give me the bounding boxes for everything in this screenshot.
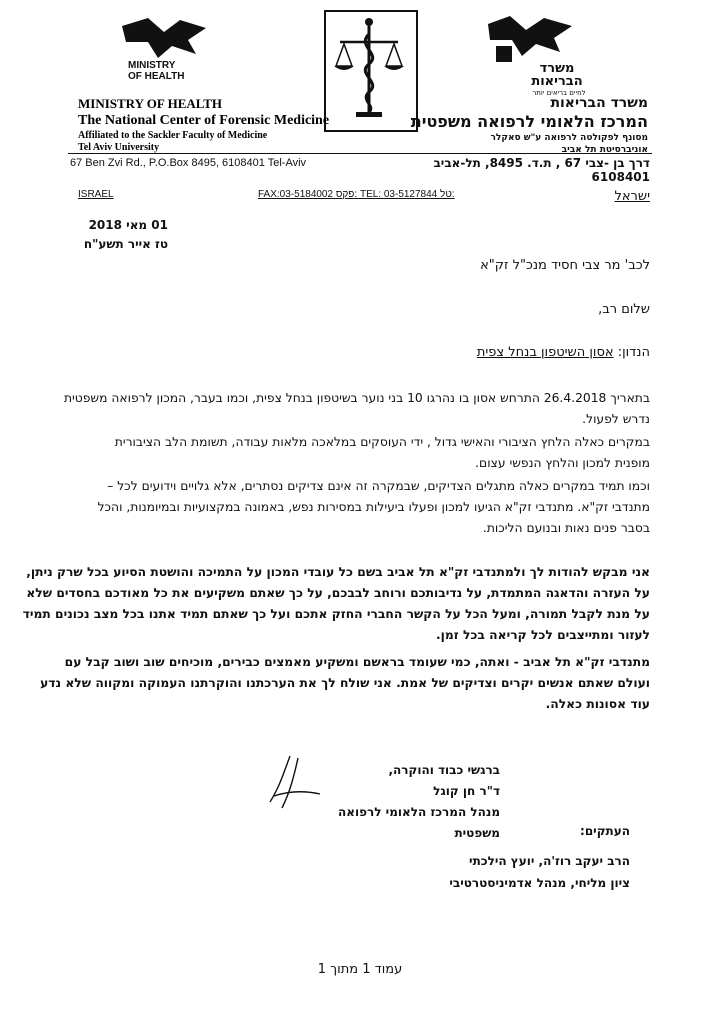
paragraph-line: עוד אסונות כאלה. <box>545 697 650 711</box>
paragraph-1 <box>40 388 650 430</box>
university-en: Tel Aviv University <box>78 142 160 153</box>
country-he: ישראל <box>614 189 650 204</box>
logo-he-tagline: לחיים בריאים יותר <box>532 89 586 97</box>
paragraph-2 <box>40 432 650 474</box>
logo-en-label: MINISTRY OF HEALTH <box>128 60 185 82</box>
letterhead-en <box>78 96 378 154</box>
paragraph-5 <box>40 652 650 715</box>
header-divider <box>68 153 652 154</box>
cc-item: ציון מליחי, מנהל אדמיניסטרטיבי <box>449 876 630 890</box>
paragraph-4 <box>22 562 650 646</box>
ministry-name-he: משרד הבריאות <box>550 95 648 111</box>
recipient: לכב' מר צבי חסיד מנכ"ל זק"א <box>480 258 650 273</box>
fax-tel-line: FAX:03-5184002 פקס: TEL: 03-5127844 טל: <box>258 189 455 200</box>
paragraph-3 <box>40 476 650 539</box>
ministry-name-en: MINISTRY OF HEALTH <box>78 96 223 111</box>
date-gregorian: 01 מאי 2018 <box>88 218 168 232</box>
cc-list <box>360 850 630 894</box>
paragraph-line: ועולם שאתם אנשים יקרים וצדיקים של אמת. אני שולח לך את הערכתנו והוקרתנו העמוקה ומקווה שלא נדע <box>40 676 650 690</box>
address-he: דרך בן -צבי 67 , ת.ד. 8495, תל-אביב 6108401 <box>433 156 650 184</box>
paragraph-line: במקרים כאלה הלחץ הציבורי והאישי גדול , ידי העוסקים במלאכה מלאות עבודה, תשומת הלב הציבורית <box>114 435 650 449</box>
sign-title: מנהל המרכז הלאומי לרפואה משפטית <box>338 805 500 840</box>
cc-title: העתקים: <box>580 824 630 838</box>
subject-text: אסון השיטפון בנחל צפית <box>476 345 614 360</box>
greeting: שלום רב, <box>598 302 650 317</box>
paragraph-line: על העזרה והדאגה המתמדת, על נדיבותכם ורוחב לבבכם, על כך שאתם משקיעים את כל מאודכם בחסדים שלא <box>26 586 650 600</box>
affiliation-en: Affiliated to the Sackler Faculty of Medicine <box>78 130 268 141</box>
paragraph-line: מופנית למכון והלחץ הנפשי עצום. <box>475 456 650 470</box>
university-he: אוניברסיטת תל אביב <box>561 145 648 155</box>
paragraph-line: מתנדבי זק"א תל אביב - ואתה, כמי שעומד בראשם ומשקיע מאמצים כבירים, מוכיחים שוב ושוב קבל עם <box>64 655 650 669</box>
cc-item: הרב יעקב רוז'ה, יועץ הילכתי <box>469 854 630 868</box>
paragraph-line: בתאריך 26.4.2018 התרחש אסון בו נהרגו 10 בני נוער בשיטפון בנחל צפית, וכמו בעבר, המכון לרפואה משפטית <box>63 391 650 405</box>
letterhead-he <box>400 94 648 156</box>
paragraph-line: בסבר פנים נאות ובנועם הליכות. <box>482 521 650 535</box>
paragraph-line: וכמו תמיד במקרים כאלה מתגלים הצדיקים, שבמקרה זה אינם צדיקים נסתרים, אלא גלויים וידועים לכל – <box>107 479 650 493</box>
paragraph-line: מתנדבי זק"א. מתנדבי זק"א הגיעו למכון ופעלו ביעילות במסירות נפש, באמונה במקצועיות ובמיומנות, והכל <box>97 500 650 514</box>
sign-regards: ברגשי כבוד והוקרה, <box>388 763 500 777</box>
address-en: 67 Ben Zvi Rd., P.O.Box 8495, 6108401 Tel-Aviv <box>70 157 307 169</box>
paragraph-line: לעזור ומתייצבים לכל קריאה בכל זמן. <box>436 628 650 642</box>
logo-he-label: משרד הבריאות <box>531 61 583 89</box>
date-hebrew: טז אייר תשע"ח <box>83 237 168 251</box>
paragraph-line: נדרש לפעול. <box>582 412 650 426</box>
center-name-he: המרכז הלאומי לרפואה משפטית <box>410 112 648 131</box>
center-name-en: The National Center of Forensic Medicine <box>78 113 330 128</box>
paragraph-line: על מנת לקבל תמורה, ומעל הכל על הקשר החברי החזק אתכם ועל כך שאתם תמיד אתנו בכל מצב נכונים תמיד <box>22 607 650 621</box>
sign-name: ד"ר חן קוגל <box>433 784 500 798</box>
page-number: עמוד 1 מתוך 1 <box>317 962 403 977</box>
affiliation-he: מסונף לפקולטה לרפואה ע"ש סאקלר <box>490 133 648 143</box>
subject-line <box>400 345 650 360</box>
signature-block <box>300 760 500 844</box>
country-en: ISRAEL <box>78 189 114 200</box>
paragraph-line: אני מבקש להודות לך ולמתנדבי זק"א תל אביב בשם כל עובדי המכון על התמיכה והושטת הסיוע בכל שרק ניתן, <box>26 565 650 579</box>
subject-label: הנדון: <box>617 345 650 360</box>
